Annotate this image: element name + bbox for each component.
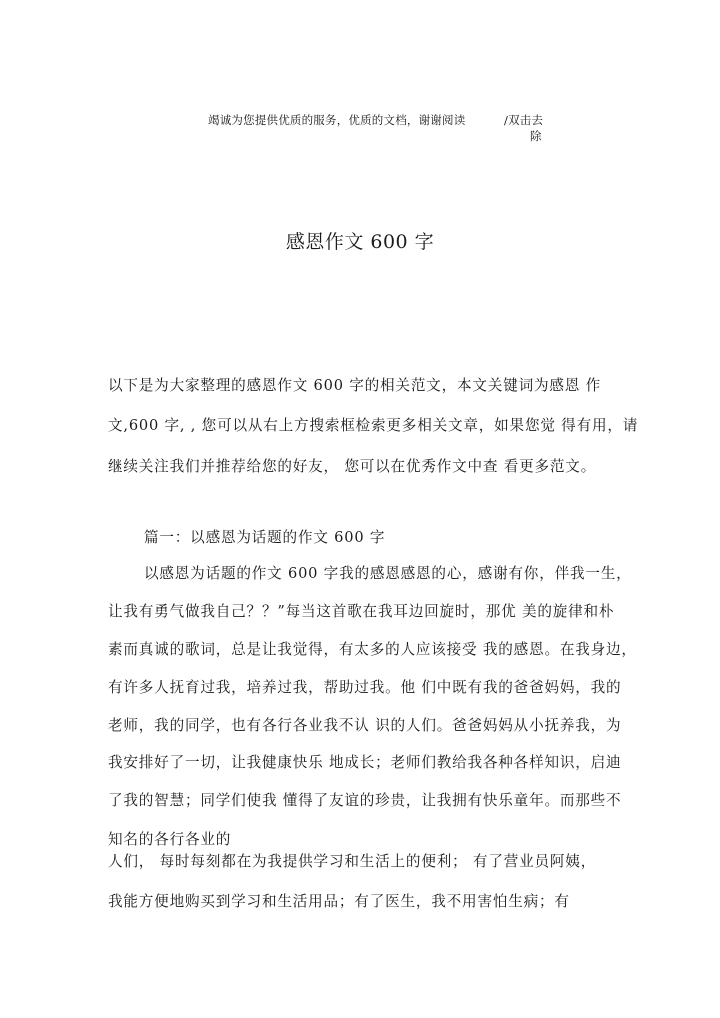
header-suffix-text: /双击去	[504, 113, 544, 127]
header-suffix-text-continued: 除	[530, 129, 542, 143]
section-heading: 篇一：以感恩为话题的作文 600 字	[144, 529, 386, 546]
body-line: 以感恩为话题的作文 600 字我的感恩感恩的心，感谢有你，伴我一生，	[144, 565, 632, 582]
body-line: 我安排好了一切，让我健康快乐 地成长；老师们教给我各种各样知识，启迪	[108, 754, 622, 771]
body-line: 人们， 每时每刻都在为我提供学习和生活上的便利； 有了营业员阿姨，	[108, 853, 597, 870]
body-line: 知名的各行各业的	[108, 831, 232, 848]
intro-line: 以下是为大家整理的感恩作文 600 字的相关范文，本文关键词为感恩 作	[108, 377, 601, 394]
header-notice-text: 竭诚为您提供优质的服务，优质的文档，谢谢阅读	[208, 113, 466, 127]
body-line: 了我的智慧；同学们使我 懂得了友谊的珍贵，让我拥有快乐童年。而那些不	[108, 792, 622, 809]
body-line: 让我有勇气做我自己？？”每当这首歌在我耳边回旋时，那优 美的旋律和朴	[108, 603, 615, 620]
body-line: 我能方便地购买到学习和生活用品；有了医生，我不用害怕生病；有	[108, 893, 570, 910]
intro-line: 文,600 字, , 您可以从右上方搜索框检索更多相关文章，如果您觉 得有用，请	[108, 417, 639, 434]
document-header-notice	[208, 112, 548, 143]
intro-line: 继续关注我们并推荐给您的好友， 您可以在优秀作文中查 看更多范文。	[108, 458, 597, 475]
page-title: 感恩作文 600 字	[285, 231, 435, 253]
body-line: 有许多人抚育过我，培养过我，帮助过我。他 们中既有我的爸爸妈妈，我的	[108, 679, 622, 696]
body-line: 老师，我的同学，也有各行各业我不认 识的人们。爸爸妈妈从小抚养我，为	[108, 717, 622, 734]
body-line: 素而真诚的歌词，总是让我觉得，有太多的人应该接受 我的感恩。在我身边，	[108, 641, 637, 658]
